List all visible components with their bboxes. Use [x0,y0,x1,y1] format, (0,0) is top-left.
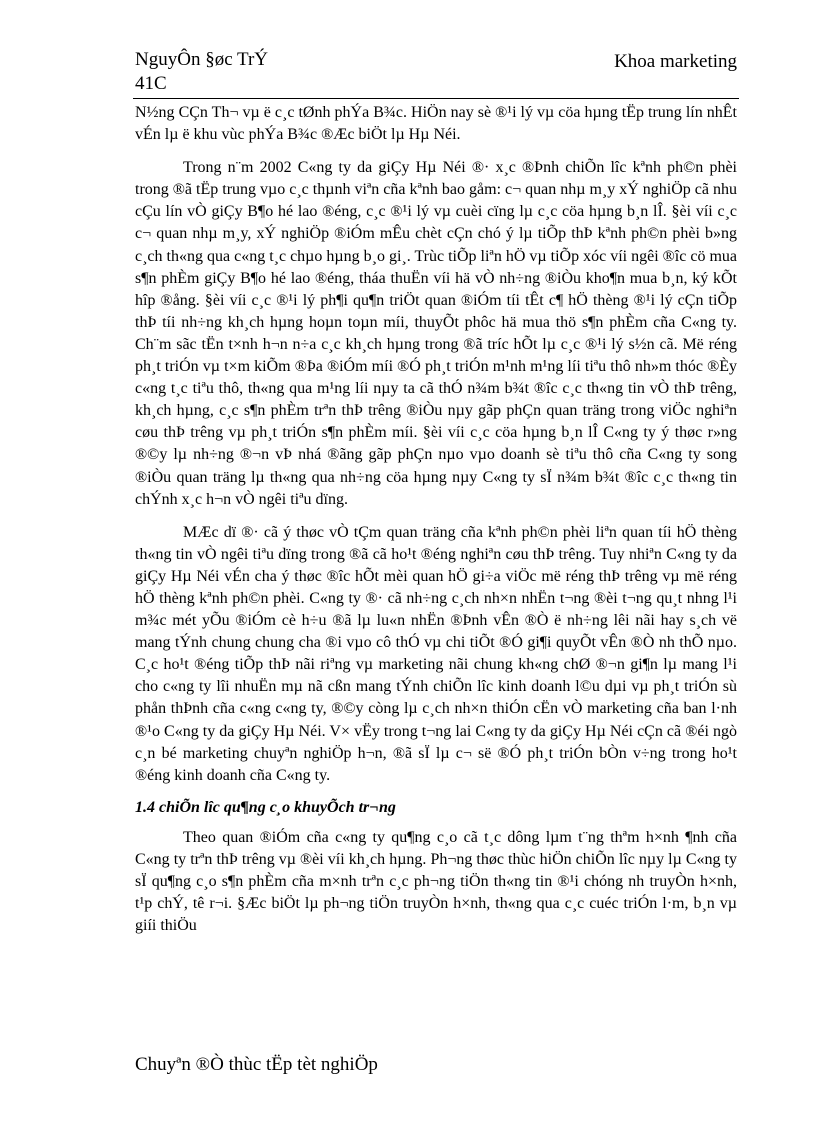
section-heading: 1.4 chiÕn lîc qu¶ng c¸o khuyÕch tr¬ng [135,798,396,816]
department-name: Khoa marketing [614,51,737,72]
paragraph: N½ng CÇn Th¬ vµ ë c¸c tØnh phÝa B¾c. HiÖn nay sè ®¹i lý vµ cöa hµng tËp trung lín nhÊt vÉn lµ ë khu vùc phÝa B¾c ®Æc biÖt lµ Hµ Néi. [135,104,737,144]
body-text [135,102,737,937]
paragraph: Trong n¨m 2002 C«ng ty da giÇy Hµ Néi ®· x¸c ®Þnh chiÕn lîc kªnh ph©n phèi trong ®ã tËp trung vµo c¸c thµnh viªn cña kªnh bao gåm: c¬ quan nhµ m¸y xÝ nghiÖp cã nhu cÇu lín vÒ giÇy B¶o hé lao ®éng, c¸c ®¹i lý vµ cuèi cïng lµ c¸c cöa hµng b¸n lÎ. §èi víi c¸c c¬ quan nhµ m¸y, xÝ nghiÖp ®iÓm mÊu chèt cÇn chó ý lµ tiÕp thÞ kªnh ph©n phèi b»ng c¸ch th«ng qua c«ng t¸c chµo hµng b¸o gi¸. Trùc tiÕp liªn hÖ vµ tiÕp xóc víi ngêi ®îc cö mua s¶n phÈm giÇy B¶o hé lao ®éng, tháa thuËn víi hä vÒ nh÷ng ®iÒu kho¶n mua b¸n, ký kÕt hîp ®ång. §èi víi c¸c ®¹i lý ph¶i qu¶n triÖt quan ®iÓm tíi tÊt c¶ hÖ thèng ®¹i lý cÇn tiÕp thÞ tíi nh÷ng kh¸ch hµng hoµn toµn míi, thuyÕt phôc hä mua thö s¶n phÈm cña C«ng ty. Ch¨m sãc tËn t×nh h¬n n÷a c¸c kh¸ch hµng trong ®ã tríc hÕt lµ c¸c ®¹i lý s½n cã. Më réng ph¸t triÓn vµ t×m kiÕm ®Þa ®iÓm míi ®Ó ph¸t triÓn m¹nh m¹ng líi tiªu thô nh»m thóc ®Èy c«ng t¸c tiªu thô, th«ng qua m¹ng líi nµy ta cã thÓ n¾m b¾t ®îc c¸c th«ng tin vÒ thÞ trêng, kh¸ch hµng, c¸c s¶n phÈm trªn thÞ trêng ®iÒu nµy gãp phÇn quan träng trong viÖc nghiªn cøu thÞ trêng vµ ph¸t triÓn s¶n phÈm míi. §èi víi c¸c cöa hµng b¸n lÎ C«ng ty ý thøc r»ng ®©y lµ nh÷ng ®¬n vÞ nhá ®ãng gãp phÇn nµo vµo doanh sè tiªu thô cña C«ng ty song ®iÒu quan träng lµ th«ng qua nh÷ng cöa hµng nµy C«ng ty sÏ n¾m b¾t ®îc c¸c th«ng tin chÝnh x¸c h¬n vÒ ngêi tiªu dïng. [135,159,737,508]
page-header [133,48,739,99]
paragraph: Theo quan ®iÓm cña c«ng ty qu¶ng c¸o cã t¸c dông lµm t¨ng thªm h×nh ¶nh cña C«ng ty trªn thÞ trêng vµ ®èi víi kh¸ch hµng. Ph¬ng thøc thùc hiÖn chiÕn lîc nµy lµ C«ng ty sÏ qu¶ng c¸o s¶n phÈm cña m×nh trªn c¸c ph¬ng tiÖn th«ng tin ®¹i chóng nh truyÒn h×nh, t¹p chÝ, tê r¬i. §Æc biÖt lµ ph¬ng tiÖn truyÒn h×nh, th«ng qua c¸c cuéc triÓn l·m, b¸n vµ giíi thiÖu [135,828,737,935]
author-name: NguyÔn §øc TrÝ [135,49,269,70]
author-block [135,48,268,96]
page-footer: Chuyªn ®Ò thùc tËp tèt nghiÖp [135,1054,378,1075]
author-class: 41C [135,73,167,94]
paragraph: MÆc dï ®· cã ý thøc vÒ tÇm quan träng cña kªnh ph©n phèi liªn quan tíi hÖ thèng th«ng tin vÒ ngêi tiªu dïng trong ®ã cã ho¹t ®éng nghiªn cøu thÞ trêng. Tuy nhiªn C«ng ty da giÇy Hµ Néi vÉn cha ý thøc ®îc hÕt mèi quan hÖ gi÷a viÖc më réng thÞ trêng vµ më réng hÖ thèng kªnh ph©n phèi. C«ng ty ®· cã nh÷ng c¸ch nh×n nhËn t¬ng ®èi t¬ng qu¸t nhng l¹i m¾c mét yÕu ®iÓm cè h÷u ®ã lµ lu«n nhËn ®Þnh vÊn ®Ò ë nh÷ng lêi nãi hay s¸ch vë mang tÝnh chung chung cha ®i vµo cô thÓ vµ chi tiÕt ®Ó gi¶i quyÕt vÊn ®Ò nh thÕ nµo. C¸c ho¹t ®éng tiÕp thÞ nãi riªng vµ marketing nãi chung kh«ng chØ ®¬n gi¶n lµ mang l¹i cho c«ng ty lîi nhuËn mµ nã cßn mang tÝnh chiÕn lîc kinh doanh l©u dµi vµ ph¸t triÓn sù phån thÞnh cña c«ng c«ng ty, ®©y còng lµ c¸ch nh×n thiÓn cËn vÒ marketing cña ban l·nh ®¹o C«ng ty da giÇy Hµ Néi. V× vËy trong t¬ng lai C«ng ty da giÇy Hµ Néi cÇn cã ®éi ngò c¸n bé marketing chuyªn nghiÖp h¬n, ®ã sÏ lµ c¬ së ®Ó ph¸t triÓn bÒn v÷ng trong ho¹t ®éng kinh doanh cña C«ng ty. [135,523,737,784]
